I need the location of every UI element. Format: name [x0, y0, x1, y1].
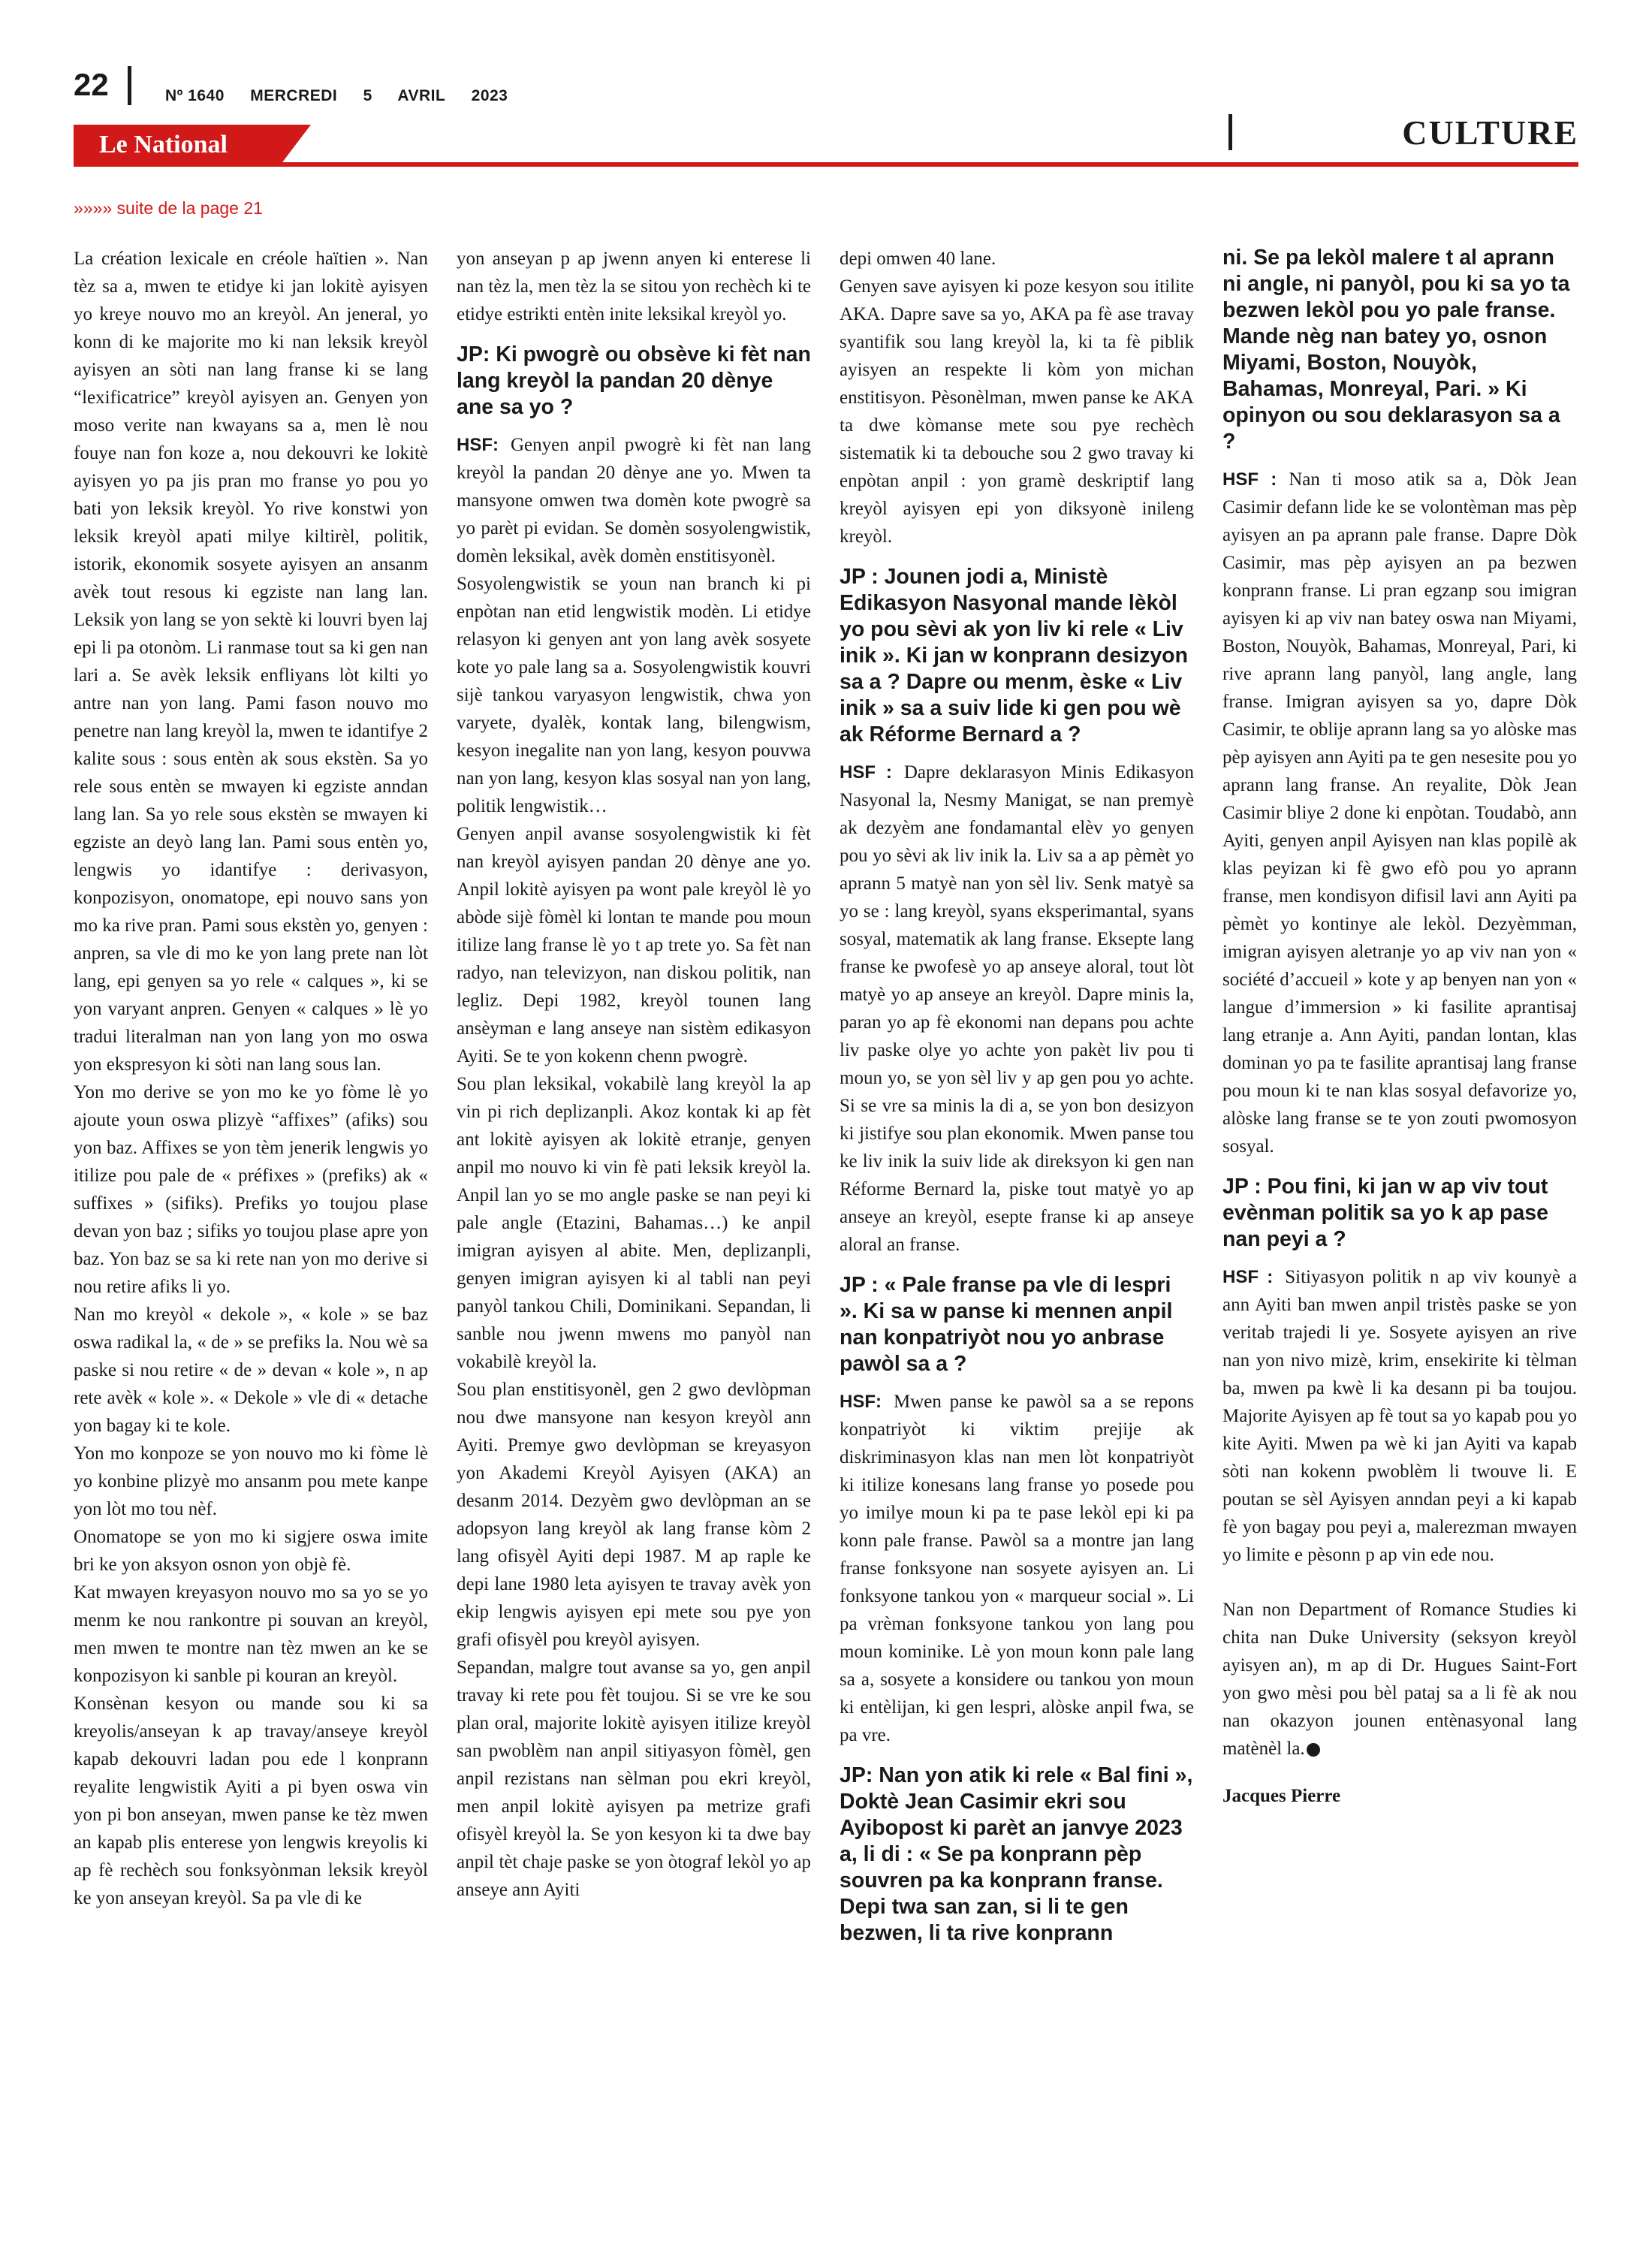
speaker-tag: HSF: — [840, 1392, 882, 1412]
closing-note — [1222, 1596, 1577, 1763]
date-year: 2023 — [471, 87, 508, 104]
interview-answer — [840, 759, 1194, 1259]
date-day: 5 — [363, 87, 372, 104]
paragraph: Sou plan enstitisyonèl, gen 2 gwo devlòpman nou dwe mansyone nan kesyon kreyòl ann Ayiti. Premye gwo devlòpman se kreyasyon yon Akademi Kreyòl Ayisyen (AKA) an desanm 2014. Dezyèm gwo devlòpman an se adopsyon lang kreyòl ak lang franse kòm 2 lang ofisyèl Ayiti depi 1987. M ap raple ke depi lane 1980 leta ayisyen te travay avèk yon ekip lengwis ayisyen epi mete sou pye yon grafi ofisyèl pou kreyòl ayisyen. — [457, 1380, 811, 1650]
paragraph: Genyen anpil avanse sosyolengwistik ki fèt nan kreyòl ayisyen pandan 20 dènye ane yo. Anpil lokitè ayisyen pa wont pale kreyòl lè yo abòde sijè fòmèl ki lontan te mande pou moun itilize lang franse lè yo t ap trete yo. Sa fèt nan radyo, nan televizyon, nan diskou politik, nan legliz. Depi 1982, kreyòl tounen lang ansèyman e lang anseye nan sistèm edikasyon Ayiti. Se te yon kokenn chenn pwogrè. — [457, 824, 811, 1066]
paragraph: Yon mo derive se yon mo ke yo fòme lè yo ajoute youn oswa plizyè “affixes” (afiks) sou yon baz. Affixes se yon tèm jenerik lengwis yo itilize pou pale de « préfixes » (prefiks) ak « suffixes » (sifiks). Prefiks yo toujou plase devan yon baz ; sifiks yo toujou plase apre yon baz. Yon baz se sa ki rete nan yon mo derive si nou retire afiks li yo. — [74, 1082, 428, 1297]
paragraph: Sou plan leksikal, vokabilè lang kreyòl la ap vin pi rich deplizanpli. Akoz kontak ki ap fèt ant lokitè ayisyen ak lokitè etranje, genyen anpil mo nouvo ki vin fè pati leksik kreyòl la. Anpil lan yo se mo angle paske se nan peyi ki pale angle (Etazini, Bahamas…) ke anpil imigran ayisyen al abite. Men, deplizanpli, genyen imigran ayisyen ki al tabli nan peyi panyòl tankou Chili, Dominikani. Sepandan, li sanble nou jwenn mwens mo panyòl nan vokabilè kreyòl la. — [457, 1074, 811, 1372]
answer-text: Dapre deklarasyon Minis Edikasyon Nasyonal la, Nesmy Manigat, se nan premyè ak dezyèm ane fondamantal elèv yo genyen pou yo sèvi ak liv inik la. Liv sa a ap pèmèt yo aprann 5 matyè nan yon sèl liv. Senk matyè sa yo se : lang kreyòl, syans eksperimantal, syans sosyal, matematik ak lang franse. Eksepte lang franse ke pwofesè yo ap anseye aloral, tout lòt matyè yo ap anseye an kreyòl. Dapre minis la, paran yo ap fè ekonomi nan depans pou achte liv paske olye yo achte yon pakèt liv pou ti moun yo, se yon sèl liv y ap gen pou yo achte. Si se vre sa minis la di a, se yon bon desizyon ki jistifye sou plan ekonomik. Mwen panse tou ke liv inik la suiv lide ak direksyon ki gen nan Réforme Bernard la, piske tout matyè yo ap anseye an kreyòl, esepte franse ki ap anseye aloral an franse. — [840, 762, 1194, 1255]
paragraph: Kat mwayen kreyasyon nouvo mo sa yo se yo menm ke nou rankontre pi souvan an kreyòl, men mwen te montre nan tèz mwen an ke se konpozisyon ki sanble pi kouran an kreyòl. — [74, 1582, 428, 1686]
answer-text: Genyen anpil pwogrè ki fèt nan lang kreyòl la pandan 20 dènye ane yo. Mwen ta mansyone omwen twa domèn kote pwogrè sa yo parèt pi evidan. Se domèn sosyolengwistik, domèn leksikal, avèk domèn enstitisyonèl. — [457, 435, 811, 566]
issue-number: Nº 1640 — [165, 87, 225, 104]
column-3 — [840, 245, 1194, 2197]
answer-text: Nan ti moso atik sa a, Dòk Jean Casimir defann lide ke se volontèman mas pèp ayisyen an pa aprann pale franse. Dapre Dòk Casimir, mas pèp ayisyen an pa bezwen konprann franse. Li pran egzanp sou imigran ayisyen ki ap viv nan batey oswa nan Miyami, Boston, Nouyòk, Bahamas, Monreyal, Pari, ki rive aprann lang panyòl, lang angle, lang franse. Imigran ayisyen sa yo, dapre Dòk Casimir, te oblije aprann lang sa yo alòske mas pèp ayisyen ann Ayiti pa te gen nesesite pou yo aprann lang franse. An reyalite, Dòk Jean Casimir bliye 2 done ki enpòtan. Toudabò, ann Ayiti, genyen anpil Ayisyen nan klas popilè ak klas peyizan ki fè gwo efò pou yo aprann franse, men kondisyon difisil lavi ann Ayiti pa pèmèt yo kontinye ale lekòl. Dezyèmman, imigran ayisyen aletranje yo ap viv nan yon « société d’accueil » kote y ap benyen nan yon « langue d’immersion » ki fasilite aprantisaj lang etranje a. Ann Ayiti, pandan lontan, klas dominan yo pa te fasilite aprantisaj lang franse pou moun ki te nan klas sosyal defavorize yo, alòske lang franse se te yon zouti pwomosyon sosyal. — [1222, 469, 1577, 1157]
date-month: AVRIL — [397, 87, 446, 104]
interview-question: JP : Pou fini, ki jan w ap viv tout evènman politik sa yo k ap pase nan peyi a ? — [1222, 1175, 1549, 1251]
column-4 — [1222, 245, 1577, 2197]
paragraph: Yon mo konpoze se yon nouvo mo ki fòme lè yo konbine plizyè mo ansanm pou mete kanpe yon lòt mo tou nèf. — [74, 1443, 428, 1519]
section-divider — [1228, 114, 1232, 150]
interview-answer — [840, 1388, 1194, 1749]
answer-text: Sitiyasyon politik n ap viv kounyè a ann Ayiti ban mwen anpil tristès paske se yon veritab trajedi li ye. Sosyete ayisyen an rive nan yon nivo mizè, krim, ensekirite ki tèlman ba, mwen pa kwè li ka desann pi ba toujou. Majorite Ayisyen ap fè tout sa yo kapab pou yo kite Ayiti. Mwen pa wè ki jan Ayiti va kapab sòti nan kokenn pwoblèm li twouve li. E poutan se sèl Ayisyen anndan peyi a ki kapab fè yon bagay pou peyi a, malerezman mwayen yo limite e pèsonn p ap vin ede nou. — [1222, 1267, 1577, 1565]
newspaper-brand: Le National — [99, 131, 228, 158]
answer-text: Mwen panse ke pawòl sa a se repons konpatriyòt ki viktim prejije ak diskriminasyon klas nan men lòt konpatriyòt ki itilize konesans lang franse yo posede pou yo imilye moun ki pa te pase lekòl epi ki pa konn pale franse. Pawòl sa a montre jan lang franse fonksyone nan sosyete ayisyen an. Li fonksyone tankou yon « marqueur social ». Li pa vrèman fonksyone tankou yon lang pou moun kominike. Lè yon moun konn pale lang sa a, sosyete a konsidere ou tankou yon moun ki entèlijan, ki gen lespri, alòske anpil fwa, se pa vre. — [840, 1392, 1194, 1745]
speaker-tag: HSF : — [1222, 1267, 1274, 1287]
paragraph: Genyen save ayisyen ki poze kesyon sou itilite AKA. Dapre save sa yo, AKA pa fè ase travay syantifik sou lang kreyòl la, ki ta fè piblik ayisyen an respekte li kòm yon michan enstitisyon. Pèsonèlman, mwen panse ke AKA ta dwe kòmanse mete sou pye rechèch sistematik ki ta debouche sou 2 gwo travay ki enpòtan anpil : yon gramè deskriptif lang kreyòl ayisyen epi yon diksyonè inileng kreyòl. — [840, 276, 1194, 547]
header-rule — [74, 162, 1578, 167]
continued-from: »»»» suite de la page 21 — [74, 198, 263, 218]
masthead — [74, 69, 1578, 182]
header-divider — [128, 66, 131, 105]
paragraph: Onomatope se yon mo ki sigjere oswa imite bri ke yon aksyon osnon yon objè fè. — [74, 1527, 428, 1575]
section-title: CULTURE — [1402, 113, 1578, 152]
paragraph: Nan mo kreyòl « dekole », « kole » se baz oswa radikal la, « de » se prefiks la. Nou wè sa paske si nou retire « de » devan « kole », n ap rete avèk « kole ». « Dekole » vle di « detache yon bagay ki te kole. — [74, 1304, 428, 1436]
interview-answer — [457, 431, 811, 570]
date-weekday: MERCREDI — [250, 87, 338, 104]
spacer — [1222, 1569, 1577, 1596]
speaker-tag: HSF: — [457, 435, 499, 455]
paragraph: depi omwen 40 lane. — [840, 249, 996, 269]
speaker-tag: HSF : — [840, 762, 892, 783]
interview-question: JP: Ki pwogrè ou obsève ki fèt nan lang kreyòl la pandan 20 dènye ane sa yo ? — [457, 342, 811, 419]
paragraph: Sosyolengwistik se youn nan branch ki pi enpòtan nan etid lengwistik modèn. Li etidye relasyon ki genyen ant yon lang avèk sosyete kote yo pale lang sa a. Sosyolengwistik kouvri sijè tankou varyasyon lengwistik, chwa yon varyete, dyalèk, kontak lang, bilengwism, kesyon inegalite nan yon lang, kesyon pouvwa nan yon lang, kesyon klas sosyal nan yon lang, politik lengwistik… — [457, 574, 811, 816]
interview-answer — [1222, 1263, 1577, 1569]
speaker-tag: HSF : — [1222, 469, 1277, 490]
interview-answer — [1222, 466, 1577, 1160]
paragraph: La création lexicale en créole haïtien ». Nan tèz sa a, mwen te etidye ki jan lokitè ayisyen yo kreye nouvo mo an kreyòl. An jeneral, yo konn di ke majorite mo ki nan leksik kreyòl ayisyen an sòti nan lang franse ki se lang “lexificatrice” kreyòl ayisyen an. Genyen yon moso verite nan kwayans sa a, men lè nou fouye nan fon koze a, nou dekouvri ke lokitè ayisyen yo pa jis pran mo franse yo pou yo bati yon leksik kreyòl. Yo rive konstwi yon leksik kreyòl apati milye kiltirèl, politik, istorik, ekonomik sosyete ayisyen an ansanm avèk tout resous ki egziste nan lang lan. Leksik yon lang se yon sektè ki louvri byen laj epi li pa otonòm. Li ranmase tout sa ki gen nan lari a. Se avèk leksik enfliyans lòt kilti yo antre nan yon lang. Pami fason nouvo mo penetre nan lang kreyòl la, mwen te idantifye 2 kalite sous : sous entèn ak sous ekstèn. Sa yo rele sous entèn se mwayen ki egziste anndan lang lan. Sa yo rele sous ekstèn se mwayen ki egziste an deyò lang lan. Pami sous entèn yo, lengwis yo idantifye : derivasyon, konpozisyon, onomatope, epi nouvo sans yon mo ka rive pran. Pami sous ekstèn yo, genyen : anpren, sa vle di mo ke yon lang prete nan lòt lang, epi genyen sa yo rele « calques », ki se yon varyant anpren. Genyen « calques » lè yo tradui literalman nan yon lang yon mo oswa yon ekspresyon ki sòti nan lang sous lan. — [74, 249, 428, 1075]
article-body — [74, 245, 1578, 2197]
interview-question: ni. Se pa lekòl malere t al aprann ni angle, ni panyòl, pou ki sa yo ta bezwen lekòl pou yo pale franse. Mande nèg nan batey yo, osnon Miyami, Boston, Nouyòk, Bahamas, Monreyal, Pari. » Ki opinyon ou sou deklarasyon sa a ? — [1222, 246, 1570, 454]
column-1 — [74, 245, 428, 2197]
paragraph: yon anseyan p ap jwenn anyen ki enterese li nan tèz la, men tèz la se sitou yon rechèch ki te etidye estrikti entèn inite leksikal kreyòl yo. — [457, 249, 811, 324]
interview-question: JP: Nan yon atik ki rele « Bal fini », Doktè Jean Casimir ekri sou Ayibopost ki parèt an janvye 2023 a, li di : « Se pa konprann pèp souvren pa ka konprann franse. Depi twa san zan, si li te gen bezwen, li ta rive konprann — [840, 1763, 1193, 1945]
issue-date-line — [165, 87, 529, 105]
interview-question: JP : Jounen jodi a, Ministè Edikasyon Nasyonal mande lèkòl yo pou sèvi ak yon liv ki rele « Liv inik ». Ki jan w konprann desizyon sa a ? Dapre ou menm, èske « Liv inik » sa a suiv lide ki gen pou wè ak Réforme Bernard a ? — [840, 565, 1189, 746]
closing-text: Nan non Department of Romance Studies ki chita nan Duke University (seksyon kreyòl ayisyen an), m ap di Dr. Hugues Saint-Fort yon gwo mèsi pou bèl pataj sa a li fè ak nou nan okazyon jounen entènasyonal lang matènèl la. — [1222, 1600, 1577, 1759]
interview-question: JP : « Pale franse pa vle di lespri ». Ki sa w panse ki mennen anpil nan konpatriyòt nou yo anbrase pawòl sa a ? — [840, 1273, 1173, 1376]
paragraph: Konsènan kesyon ou mande sou ki sa kreyolis/anseyan k ap travay/anseye kreyòl kapab dekouvri ladan pou ede l konprann reyalite lengwistik Ayiti a pi byen oswa vin yon pi bon anseyan, mwen panse ke tèz mwen an kapab plis enterese yon lengwis kreyolis ki ap fè rechèch sou fonksyònman leksik kreyòl ke yon anseyan kreyòl. Sa pa vle di ke — [74, 1694, 428, 1908]
column-2 — [457, 245, 811, 2197]
author-byline: Jacques Pierre — [1222, 1786, 1341, 1806]
page-number: 22 — [74, 67, 109, 102]
end-mark-icon — [1307, 1743, 1320, 1757]
paragraph: Sepandan, malgre tout avanse sa yo, gen anpil travay ki rete pou fèt toujou. Si se vre ke sou plan oral, majorite lokitè ayisyen itilize kreyòl san pwoblèm nan anpil sitiyasyon fòmèl, gen anpil rezistans nan sèlman pou ekri kreyòl, men anpil lokitè ayisyen pa metrize grafi ofisyèl kreyòl la. Se yon kesyon ki ta dwe bay anpil tèt chaje paske se yon òtograf lekòl yo ap anseye ann Ayiti — [457, 1657, 811, 1900]
